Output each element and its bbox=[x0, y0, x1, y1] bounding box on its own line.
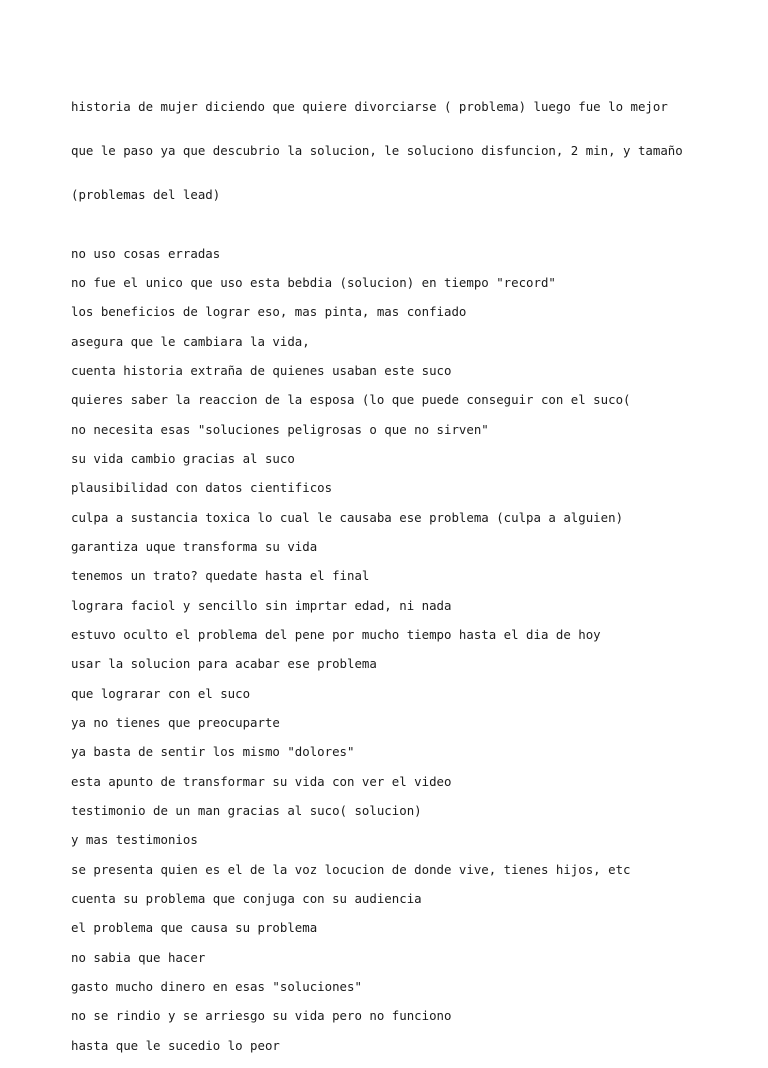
document-line: ya basta de sentir los mismo "dolores" bbox=[71, 744, 355, 760]
intro-line: que le paso ya que descubrio la solucion, le soluciono disfuncion, 2 min, y tamaño bbox=[71, 142, 683, 158]
document-line: estuvo oculto el problema del pene por mucho tiempo hasta el dia de hoy bbox=[71, 627, 601, 642]
document-line: lograra faciol y sencillo sin imprtar edad, ni nada bbox=[71, 597, 452, 613]
document-line: cuenta su problema que conjuga con su audiencia bbox=[71, 891, 422, 907]
document-line: quieres saber la reaccion de la esposa (lo que puede conseguir con el suco( bbox=[71, 392, 631, 408]
paragraph-list bbox=[71, 247, 731, 1054]
document-line: no sabia que hacer bbox=[71, 949, 206, 965]
document-line: no necesita esas "soluciones peligrosas o que no sirven" bbox=[71, 421, 489, 437]
document-line: no fue el unico que uso esta bebdia (solucion) en tiempo "record" bbox=[71, 274, 556, 290]
document-line: tenemos un trato? quedate hasta el final bbox=[71, 568, 370, 584]
document-line: hasta que le sucedio lo peor bbox=[71, 1037, 280, 1053]
document-line: el problema que causa su problema bbox=[71, 920, 318, 936]
document-line: usar la solucion para acabar ese problema bbox=[71, 656, 377, 672]
intro-line: historia de mujer diciendo que quiere divorciarse ( problema) luego fue lo mejor bbox=[71, 99, 668, 115]
document-line: ya no tienes que preocuparte bbox=[71, 715, 280, 731]
document-line: esta apunto de transformar su vida con ver el video bbox=[71, 773, 452, 789]
document-line: gasto mucho dinero en esas "soluciones" bbox=[71, 979, 362, 995]
intro-paragraph bbox=[71, 71, 731, 232]
intro-line: (problemas del lead) bbox=[71, 186, 221, 202]
document-line: no se rindio y se arriesgo su vida pero no funciono bbox=[71, 1008, 452, 1024]
document-page bbox=[71, 71, 731, 1068]
document-line: culpa a sustancia toxica lo cual le causaba ese problema (culpa a alguien) bbox=[71, 509, 624, 525]
document-line: los beneficios de lograr eso, mas pinta, mas confiado bbox=[71, 304, 467, 320]
document-line: plausibilidad con datos cientificos bbox=[71, 480, 333, 496]
document-line: asegura que le cambiara la vida, bbox=[71, 333, 310, 349]
document-line: garantiza uque transforma su vida bbox=[71, 538, 318, 554]
document-line: que lograrar con el suco bbox=[71, 685, 251, 701]
document-line: testimonio de un man gracias al suco( solucion) bbox=[71, 803, 422, 819]
document-line: no uso cosas erradas bbox=[71, 245, 221, 261]
document-line: cuenta historia extraña de quienes usaban este suco bbox=[71, 362, 452, 378]
document-line: su vida cambio gracias al suco bbox=[71, 450, 295, 466]
document-line: se presenta quien es el de la voz locucion de donde vive, tienes hijos, etc bbox=[71, 861, 631, 877]
document-line: y mas testimonios bbox=[71, 832, 198, 848]
